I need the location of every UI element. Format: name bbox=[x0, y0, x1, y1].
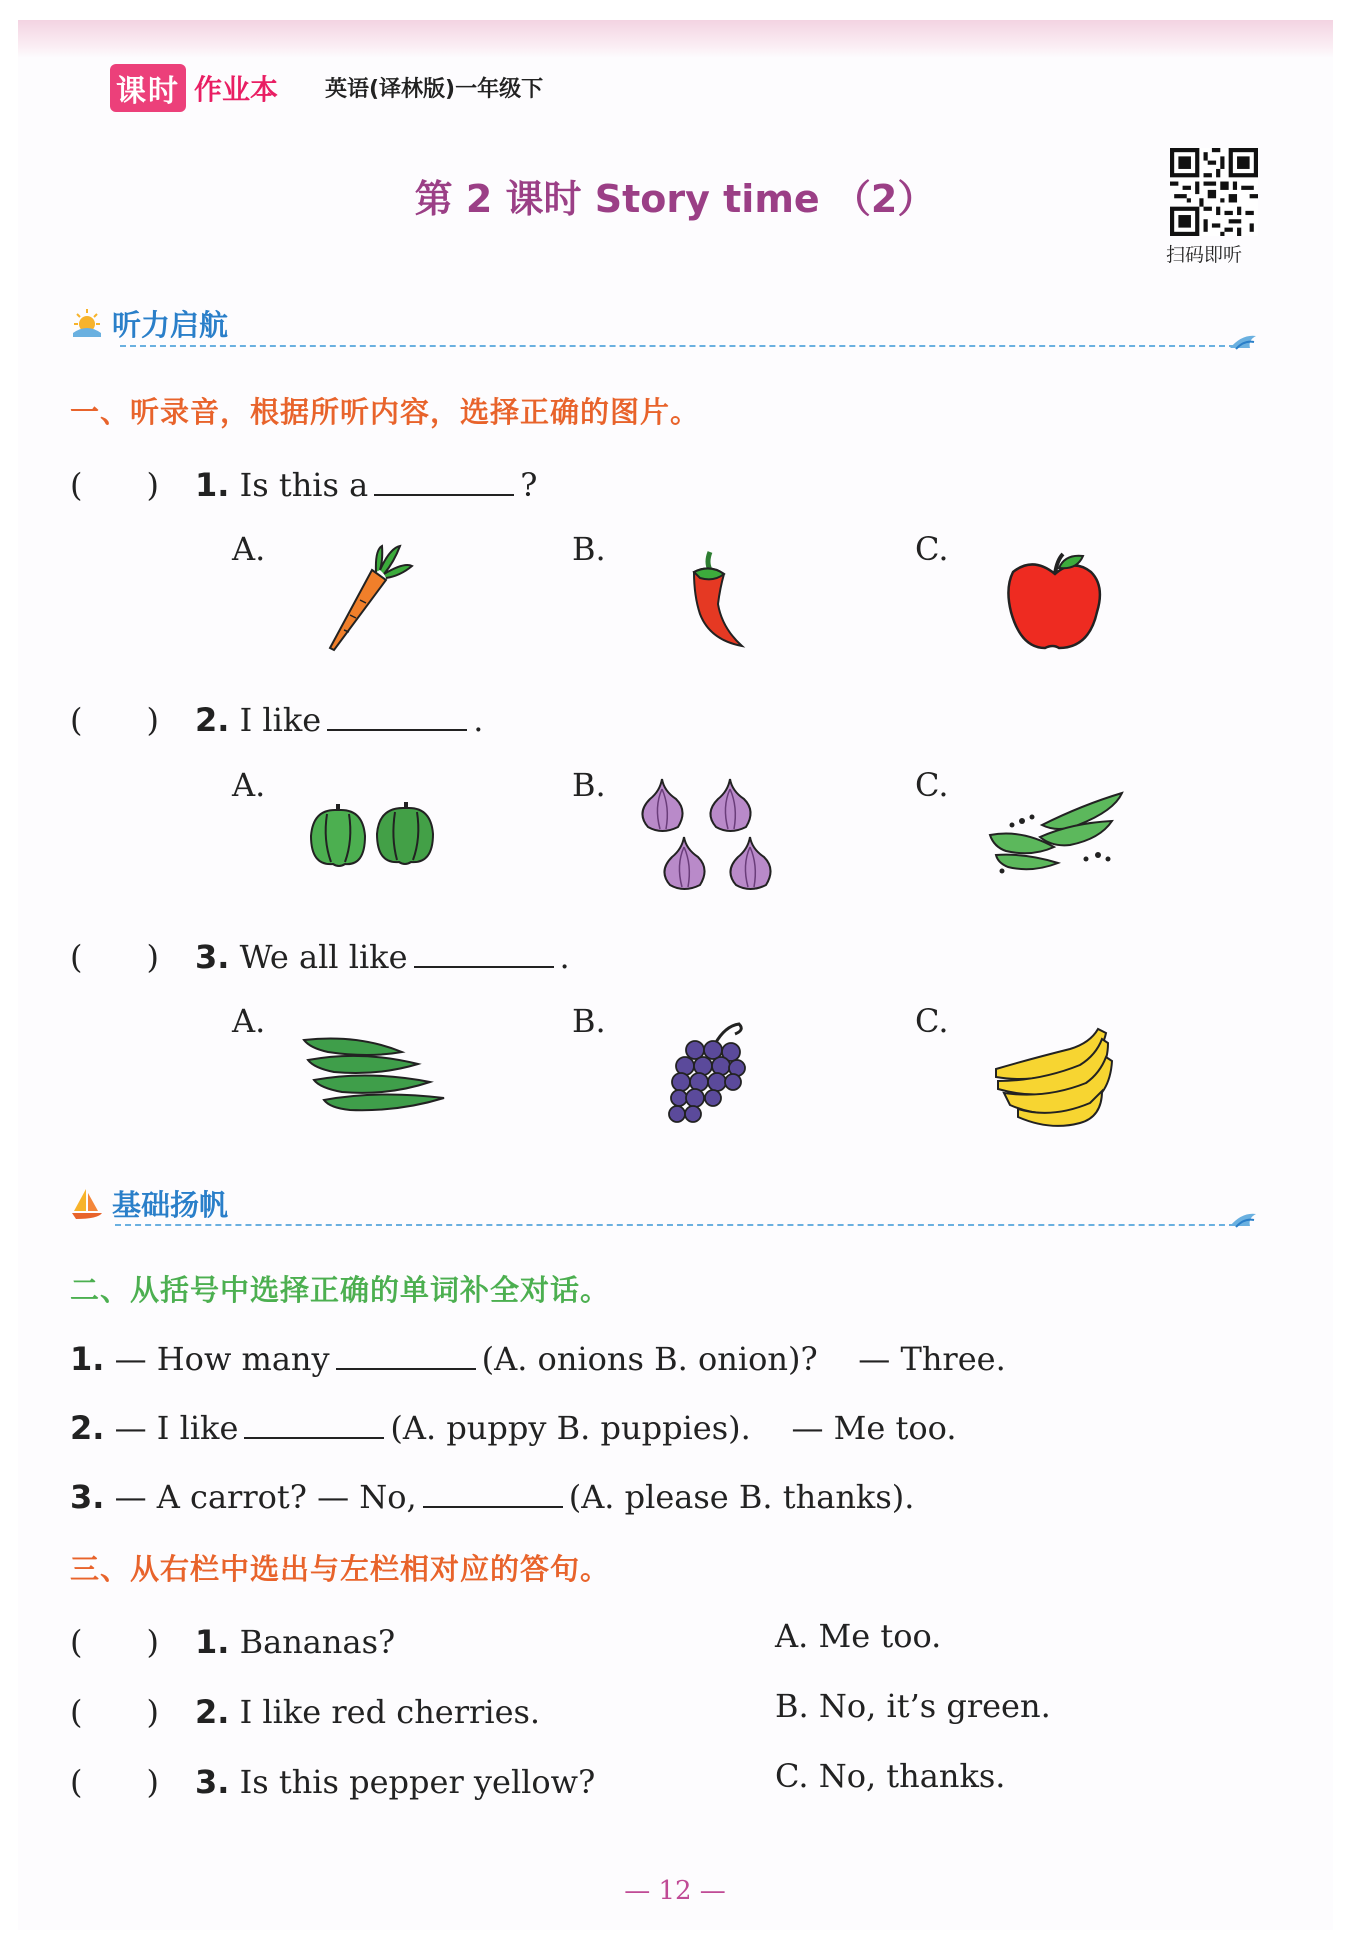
dialog-reply: — Me too. bbox=[791, 1409, 957, 1447]
question-number: 1. bbox=[195, 466, 230, 504]
match-text: I like red cherries. bbox=[239, 1693, 541, 1731]
answer-bracket[interactable]: ( ) bbox=[70, 938, 159, 976]
match-left-3 bbox=[70, 1757, 595, 1803]
lesson-title: 第 2 课时 Story time （2） bbox=[414, 177, 936, 221]
apple-image[interactable] bbox=[1005, 548, 1105, 653]
part1-title: 一、听录音，根据所听内容，选择正确的图片。 bbox=[70, 395, 701, 429]
qr-label: 扫码即听 bbox=[1166, 244, 1243, 266]
question-punct: . bbox=[559, 938, 570, 976]
page-number: — 12 — bbox=[624, 1876, 726, 1906]
dialog-choices: (A. onions B. onion)? bbox=[481, 1340, 818, 1378]
onions-image[interactable] bbox=[630, 775, 780, 900]
section-divider bbox=[115, 1224, 1235, 1226]
dialog-prompt: — A carrot? — No, bbox=[114, 1478, 417, 1516]
dialog-choices: (A. puppy B. puppies). bbox=[390, 1409, 751, 1447]
answer-bracket[interactable]: ( ) bbox=[70, 701, 159, 739]
question-text: I like bbox=[239, 701, 322, 739]
option-b-label: B. bbox=[572, 1002, 606, 1040]
answer-blank[interactable] bbox=[374, 464, 514, 496]
brand-text: 作业本 bbox=[194, 73, 279, 106]
question-number: 2. bbox=[70, 1409, 105, 1447]
answer-blank[interactable] bbox=[244, 1407, 384, 1439]
answer-bracket[interactable]: ( ) bbox=[70, 466, 159, 504]
section-title: 基础扬帆 bbox=[112, 1188, 229, 1222]
section-divider bbox=[120, 345, 1235, 347]
section-title: 听力启航 bbox=[112, 308, 229, 342]
bananas-image[interactable] bbox=[990, 1025, 1115, 1130]
match-text: Bananas? bbox=[239, 1623, 396, 1661]
wave-icon bbox=[1228, 330, 1260, 352]
section-basics bbox=[70, 1183, 228, 1224]
question-number: 1. bbox=[195, 1623, 230, 1661]
question-number: 3. bbox=[195, 1763, 230, 1801]
sailboat-icon bbox=[70, 1187, 104, 1221]
answer-blank[interactable] bbox=[423, 1476, 563, 1508]
dialog-prompt: — How many bbox=[114, 1340, 330, 1378]
qr-code-icon[interactable] bbox=[1170, 148, 1258, 236]
question-number: 3. bbox=[195, 938, 230, 976]
option-a-label: A. bbox=[232, 530, 266, 568]
subject-label: 英语(译林版)一年级下 bbox=[325, 77, 544, 102]
dialog-reply: — Three. bbox=[858, 1340, 1006, 1378]
fill-line-1 bbox=[70, 1338, 1006, 1378]
peas-image[interactable] bbox=[298, 1030, 448, 1115]
match-right-c: C. No, thanks. bbox=[775, 1757, 1006, 1795]
answer-blank[interactable] bbox=[414, 936, 554, 968]
option-b-label: B. bbox=[572, 530, 606, 568]
match-right-a: A. Me too. bbox=[775, 1617, 942, 1655]
chili-pepper-image[interactable] bbox=[670, 548, 750, 653]
answer-bracket[interactable]: ( ) bbox=[70, 1623, 159, 1661]
wave-icon bbox=[1228, 1208, 1260, 1230]
match-right-b: B. No, it’s green. bbox=[775, 1687, 1051, 1725]
part3-title: 三、从右栏中选出与左栏相对应的答句。 bbox=[70, 1552, 611, 1586]
match-left-2 bbox=[70, 1687, 540, 1733]
answer-blank[interactable] bbox=[336, 1338, 476, 1370]
question-number: 2. bbox=[195, 1693, 230, 1731]
question-number: 3. bbox=[70, 1478, 105, 1516]
question-punct: ? bbox=[520, 466, 538, 504]
part2-title: 二、从括号中选择正确的单词补全对话。 bbox=[70, 1273, 611, 1307]
dialog-choices: (A. please B. thanks). bbox=[568, 1478, 915, 1516]
listening-question-1 bbox=[70, 460, 537, 506]
option-a-label: A. bbox=[232, 1002, 266, 1040]
match-left-1 bbox=[70, 1617, 395, 1663]
carrot-image[interactable] bbox=[320, 540, 420, 655]
section-listening bbox=[70, 303, 228, 344]
option-c-label: C. bbox=[915, 1002, 949, 1040]
answer-bracket[interactable]: ( ) bbox=[70, 1763, 159, 1801]
grapes-image[interactable] bbox=[655, 1020, 755, 1130]
sunrise-icon bbox=[70, 307, 104, 341]
green-peppers-image[interactable] bbox=[305, 800, 440, 870]
dialog-prompt: — I like bbox=[114, 1409, 239, 1447]
match-text: Is this pepper yellow? bbox=[239, 1763, 596, 1801]
top-banner bbox=[18, 20, 1333, 58]
question-punct: . bbox=[473, 701, 484, 739]
question-number: 2. bbox=[195, 701, 230, 739]
fill-line-3 bbox=[70, 1476, 914, 1516]
listening-question-2 bbox=[70, 695, 483, 741]
option-c-label: C. bbox=[915, 766, 949, 804]
answer-blank[interactable] bbox=[327, 699, 467, 731]
question-text: We all like bbox=[239, 938, 408, 976]
brand-logo bbox=[110, 64, 278, 112]
option-a-label: A. bbox=[232, 766, 266, 804]
brand-box: 课时 bbox=[110, 64, 186, 112]
answer-bracket[interactable]: ( ) bbox=[70, 1693, 159, 1731]
option-c-label: C. bbox=[915, 530, 949, 568]
option-b-label: B. bbox=[572, 766, 606, 804]
question-text: Is this a bbox=[239, 466, 369, 504]
beans-image[interactable] bbox=[982, 785, 1127, 875]
listening-question-3 bbox=[70, 932, 570, 978]
question-number: 1. bbox=[70, 1340, 105, 1378]
fill-line-2 bbox=[70, 1407, 957, 1447]
